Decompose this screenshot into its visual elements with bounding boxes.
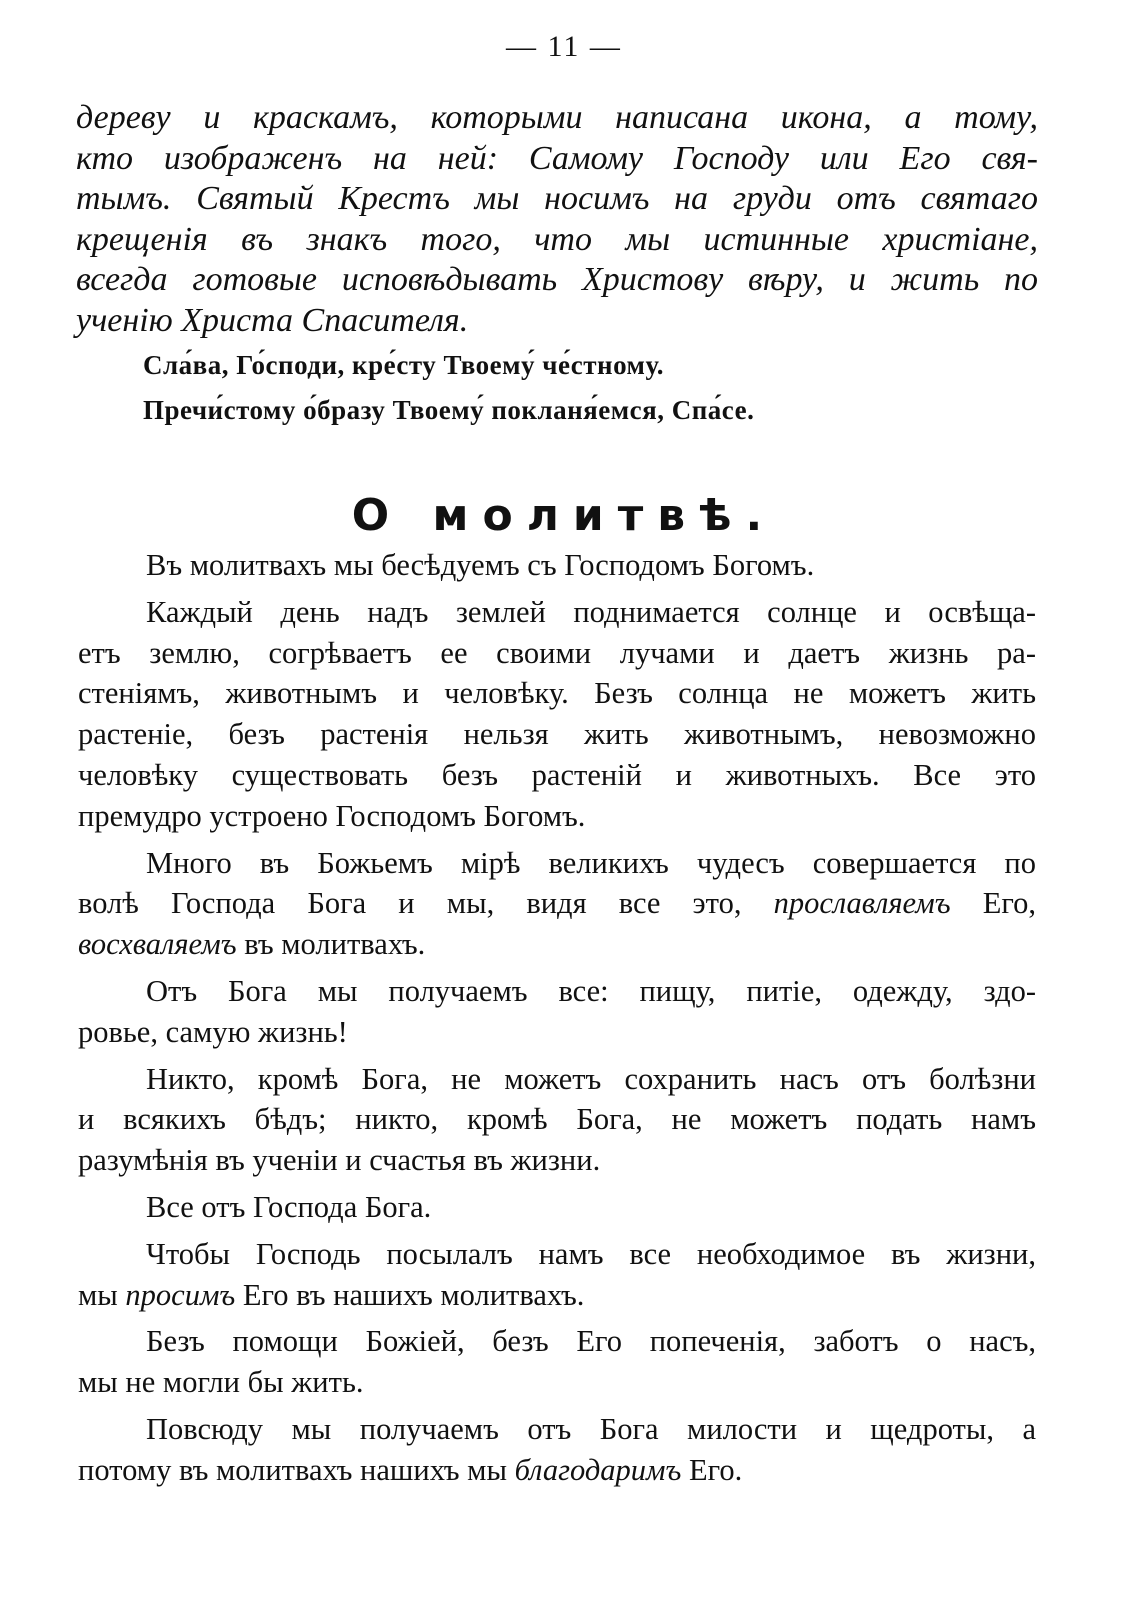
text-run: Его, <box>950 886 1036 921</box>
paragraph-line <box>78 924 1036 965</box>
paragraph-line: Повсюду мы получаемъ отъ Бога милости и щедроты, а <box>146 1411 1036 1446</box>
italic-line: дереву и краскамъ, которыми написана икона, а тому, <box>76 99 1038 136</box>
italic-line: ученію Христа Спасителя. <box>76 301 469 339</box>
paragraph-line: разумѣнія въ ученіи и счастья въ жизни. <box>78 1143 601 1178</box>
emphasis: благодаримъ <box>514 1452 682 1487</box>
paragraph-line: и всякихъ бѣдъ; никто, кромѣ Бога, не можетъ подать намъ <box>78 1102 1036 1137</box>
paragraph-line: Много въ Божьемъ мірѣ великихъ чудесъ совершается по <box>146 845 1036 880</box>
paragraph-line: Каждый день надъ землей поднимается солнце и освѣща- <box>146 594 1036 629</box>
paragraph <box>78 1059 1036 1181</box>
page-number: — 11 — <box>506 30 622 63</box>
paragraph-line: ровье, самую жизнь! <box>78 1014 348 1049</box>
text-run: Его въ нашихъ молитвахъ. <box>235 1277 585 1312</box>
italic-paragraph <box>76 98 1038 342</box>
paragraph <box>78 592 1036 837</box>
paragraph <box>78 843 1036 965</box>
text-run: волѣ Господа Бога и мы, видя все это, <box>78 886 774 921</box>
slavonic-line: Пречи́стому о́бразу Твоему́ покланя́емся, Спа́се. <box>143 395 755 425</box>
church-slavonic-prayer <box>143 343 1023 433</box>
paragraph-line <box>78 883 1036 924</box>
text-run: мы <box>78 1277 126 1312</box>
text-run: Его. <box>681 1452 743 1487</box>
paragraph-line: растеніе, безъ растенія нельзя жить животнымъ, невозможно <box>78 717 1036 752</box>
section-title: О молитвѣ. <box>351 490 777 541</box>
paragraph-line: Безъ помощи Божіей, безъ Его попеченія, заботъ о насъ, <box>146 1324 1036 1359</box>
emphasis: просимъ <box>125 1277 236 1312</box>
paragraph-line: Чтобы Господь посылалъ намъ все необходимое въ жизни, <box>146 1236 1036 1271</box>
text-run: въ молитвахъ. <box>236 927 426 962</box>
emphasis: прославляемъ <box>773 886 951 921</box>
paragraph-line: премудро устроено Господомъ Богомъ. <box>78 798 586 833</box>
italic-line: тымъ. Святый Крестъ мы носимъ на груди отъ святаго <box>76 180 1038 218</box>
paragraph-line: человѣку существовать безъ растеній и животныхъ. Все это <box>78 757 1036 792</box>
italic-line: всегда готовые исповѣдывать Христову вѣру, и жить по <box>76 261 1038 299</box>
paragraph-line: Отъ Бога мы получаемъ все: пищу, питіе, одежду, здо- <box>146 973 1036 1008</box>
italic-line: крещенія въ знакъ того, что мы истинные христіане, <box>76 220 1038 258</box>
paragraph-line: етъ землю, согрѣваетъ ее своими лучами и даетъ жизнь ра- <box>78 635 1036 670</box>
emphasis: восхваляемъ <box>78 927 237 962</box>
paragraph-line <box>78 1450 1036 1491</box>
paragraph <box>78 1321 1036 1403</box>
paragraph-line <box>78 1275 1036 1316</box>
paragraph <box>78 1187 1036 1228</box>
paragraph-line: стеніямъ, животнымъ и человѣку. Безъ солнца не можетъ жить <box>78 676 1036 711</box>
paragraph <box>78 545 1036 586</box>
paragraph-line: Въ молитвахъ мы бесѣдуемъ съ Господомъ Богомъ. <box>146 548 815 582</box>
paragraph <box>78 1409 1036 1491</box>
body-text <box>78 545 1036 1497</box>
paragraph <box>78 971 1036 1053</box>
text-run: потому въ молитвахъ нашихъ мы <box>78 1452 515 1487</box>
paragraph-line: Никто, кромѣ Бога, не можетъ сохранить насъ отъ болѣзни <box>146 1061 1036 1096</box>
italic-line: кто изображенъ на ней: Самому Господу или Его свя- <box>76 139 1038 177</box>
slavonic-line: Сла́ва, Го́споди, кре́сту Твоему́ че́стному. <box>143 350 664 380</box>
paragraph-line: Все отъ Господа Бога. <box>146 1189 432 1224</box>
paragraph <box>78 1234 1036 1316</box>
paragraph-line: мы не могли бы жить. <box>78 1365 364 1400</box>
